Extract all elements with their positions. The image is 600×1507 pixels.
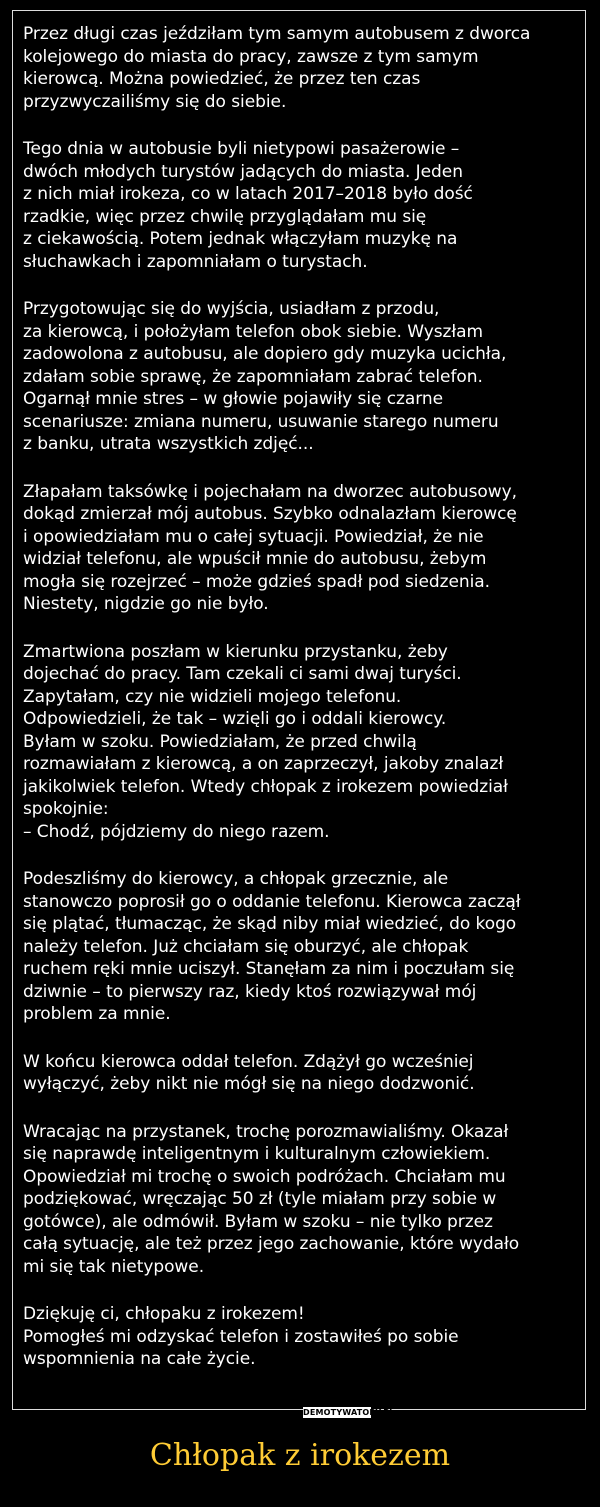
paragraph-8: Wracając na przystanek, trochę porozmawialiśmy. Okazał się naprawdę inteligentnym i kulturalnym człowiekiem. Opowiedział mi trochę o swoich podróżach. Chciałam mu podziękować, wręczając 50 zł (tyle miałam przy sobie w gotówce), ale odmówił. Byłam w szoku – nie tylko przez całą sytuację, ale też przez jego zachowanie, które wydało mi się tak nietypowe.	[23, 1121, 520, 1277]
caption-title: Chłopak z irokezem	[149, 1438, 451, 1473]
paragraph-6: Podeszliśmy do kierowcy, a chłopak grzecznie, ale stanowczo poprosił go o oddanie telefonu. Kierowca zaczął się plątać, tłumacząc, że skąd niby miał wiedzieć, do kogo należy telefon. Już chciałam się oburzyć, ale chłopak ruchem ręki mnie uciszył. Stanęłam za nim i poczułam się dziwnie – to pierwszy raz, kiedy ktoś rozwiązywał mój problem za mnie.	[23, 869, 521, 1024]
paragraph-1: Przez długi czas jeździłam tym samym autobusem z dworca kolejowego do miasta do pracy, zawsze z tym samym kierowcą. Można powiedzieć, że przez ten czas przyzwyczailiśmy się do siebie.	[23, 24, 531, 112]
demotivator-frame	[12, 10, 586, 1410]
paragraph-9: Dziękuję ci, chłopaku z irokezem! Pomogłeś mi odzyskać telefon i zostawiłeś po sobie wspomnienia na całe życie.	[23, 1304, 459, 1369]
paragraph-3: Przygotowując się do wyjścia, usiadłam z przodu, za kierowcą, i położyłam telefon obok siebie. Wyszłam zadowolona z autobusu, ale dopiero gdy muzyka ucichła, zdałam sobie sprawę, że zapomniałam zabrać telefon. Ogarnął mnie stres – w głowie pojawiły się czarne scenariusze: zmiana numeru, usuwanie starego numeru z banku, utrata wszystkich zdjęć...	[23, 299, 507, 454]
paragraph-4: Złapałam taksówkę i pojechałam na dworzec autobusowy, dokąd zmierzał mój autobus. Szybko odnalazłam kierowcę i opowiedziałam mu o całej sytuacji. Powiedział, że nie widział telefonu, ale wpuścił mnie do autobusu, żebym mogła się rozejrzeć – może gdzieś spadł pod siedzenia. Niestety, nigdzie go nie było.	[23, 481, 517, 614]
paragraph-2: Tego dnia w autobusie byli nietypowi pasażerowie – dwóch młodych turystów jadących do miasta. Jeden z nich miał irokeza, co w latach 2017–2018 było dość rzadkie, więc przez chwilę przyglądałam mu się z ciekawością. Potem jednak włączyłam muzykę na słuchawkach i zapomniałam o turystach.	[23, 139, 473, 272]
story-text	[13, 11, 585, 1371]
paragraph-7: W końcu kierowca oddał telefon. Zdążył go wcześniej wyłączyć, żeby nikt nie mógł się na niego dodzwonić.	[23, 1051, 475, 1094]
site-watermark: DEMOTYWATORY.PL	[303, 1408, 395, 1417]
paragraph-5: Zmartwiona poszłam w kierunku przystanku, żeby dojechać do pracy. Tam czekali ci sami dwaj turyści. Zapytałam, czy nie widzieli mojego telefonu. Odpowiedzieli, że tak – wzięli go i oddali kierowcy. Byłam w szoku. Powiedziałam, że przed chwilą rozmawiałam z kierowcą, a on zaprzeczył, jakoby znalazł jakikolwiek telefon. Wtedy chłopak z irokezem powiedział spokojnie: – Chodź, pójdziemy do niego razem.	[23, 641, 508, 842]
